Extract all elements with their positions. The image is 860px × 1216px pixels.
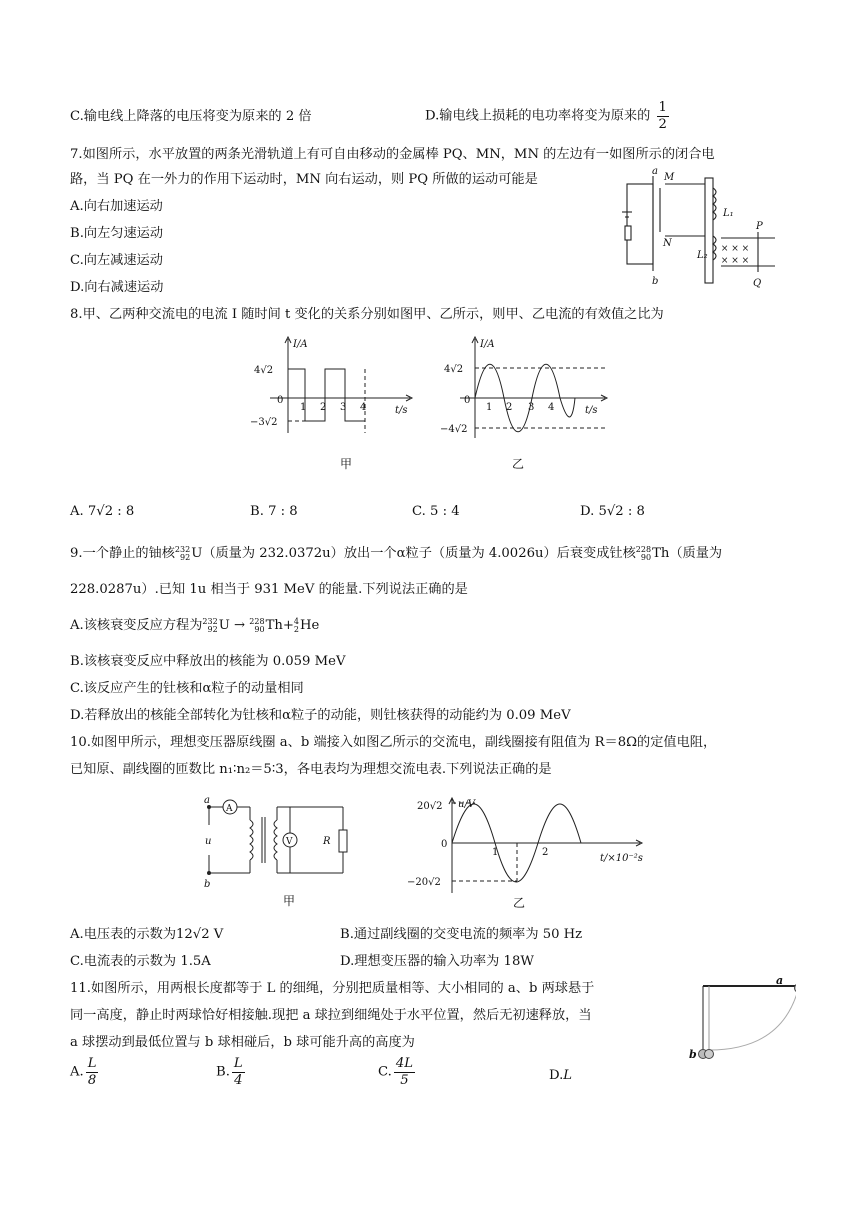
nuclide-symbol: U <box>191 546 203 561</box>
label-b: b <box>652 276 659 287</box>
q8-option-b: B. 7 : 8 <box>250 504 298 519</box>
nuclide-mass-number: 228 <box>635 544 652 554</box>
ammeter-label: A <box>226 804 233 814</box>
q8-option-c: C. 5 : 4 <box>412 504 460 519</box>
option-fraction <box>394 1056 415 1089</box>
jia-tick-1: 1 <box>300 402 307 413</box>
q8-figure-jia <box>250 333 420 473</box>
graph-tick-2: 2 <box>542 847 549 858</box>
nuclide-atomic-number: 2 <box>293 624 300 634</box>
q10-circuit-figure <box>195 795 365 915</box>
q8-option-a: A. 7√2 : 8 <box>70 504 135 519</box>
q11-option-c <box>378 1056 417 1089</box>
q11-option-b <box>216 1056 247 1089</box>
option-fraction <box>232 1056 245 1089</box>
q6-option-d-text: D.输电线上损耗的电功率将变为原来的 <box>425 108 651 124</box>
q7-option-a: A.向右加速运动 <box>70 199 163 214</box>
nuclide-symbol: U <box>218 618 230 633</box>
graph-xlabel: t/×10⁻²s <box>600 853 643 864</box>
q9-option-b: B.该核衰变反应中释放出的核能为 0.059 MeV <box>70 654 346 669</box>
q9-stem-line1 <box>70 545 722 563</box>
fraction-denominator: 2 <box>658 117 667 132</box>
fraction-denominator: 8 <box>87 1073 97 1088</box>
thorium-nuclide <box>249 617 283 635</box>
q9-text-3: （质量为 <box>669 546 723 561</box>
q7-stem-line2: 路，当 PQ 在一外力的作用下运动时，MN 向右运动，则 PQ 所做的运动可能是 <box>70 172 538 187</box>
voltmeter-label: V <box>286 837 293 847</box>
q10-stem-line1: 10.如图甲所示，理想变压器原线圈 a、b 端接入如图乙所示的交流电，副线圈接有阻值为 R＝8Ω的定值电阻， <box>70 735 717 750</box>
q10-option-c: C.电流表的示数为 1.5A <box>70 954 211 969</box>
option-label: A. <box>70 1064 84 1080</box>
q8-figure-yi <box>440 333 620 473</box>
label-a: a <box>652 166 658 177</box>
yi-ylabel: I/A <box>480 339 495 350</box>
q7-option-b: B.向左匀速运动 <box>70 226 164 241</box>
svg-text:× × ×: × × × <box>720 244 750 254</box>
jia-top-label: 4√2 <box>254 365 274 376</box>
q11-stem-line3: a 球摆动到最低位置与 b 球相碰后，b 球可能升高的高度为 <box>70 1035 415 1050</box>
graph-top-label: 20√2 <box>417 801 443 812</box>
jia-origin: 0 <box>277 395 284 406</box>
q8-stem: 8.甲、乙两种交流电的电流 I 随时间 t 变化的关系分别如图甲、乙所示，则甲、乙电流的有效值之比为 <box>70 307 664 322</box>
option-label: B. <box>216 1064 230 1080</box>
q6-option-d <box>425 100 671 133</box>
q7-option-c: C.向左减速运动 <box>70 253 163 268</box>
q7-stem-line1: 7.如图所示，水平放置的两条光滑轨道上有可自由移动的金属棒 PQ、MN，MN 的左边有一如图所示的闭合电 <box>70 147 715 162</box>
q7-circuit-figure <box>615 166 790 294</box>
option-label: D. <box>549 1068 564 1083</box>
yi-tick-1: 1 <box>486 402 493 413</box>
nuclide-mass-number: 4 <box>293 616 300 626</box>
nuclide-symbol: He <box>300 618 320 633</box>
nuclide-symbol: Th <box>265 618 283 633</box>
label-a: a <box>776 974 784 987</box>
q10-option-b: B.通过副线圈的交变电流的频率为 50 Hz <box>340 927 583 942</box>
q6-option-c: C.输电线上降落的电压将变为原来的 2 倍 <box>70 109 312 124</box>
jia-ylabel: I/A <box>293 339 308 350</box>
q7-option-d: D.向右减速运动 <box>70 280 164 295</box>
label-P: P <box>756 221 763 232</box>
jia-caption: 甲 <box>340 457 353 471</box>
label-L1: L₁ <box>723 208 734 219</box>
nuclide-atomic-number: 90 <box>640 552 652 562</box>
yi-top-label: 4√2 <box>444 364 464 375</box>
q10-option-a: A.电压表的示数为12√2 V <box>70 927 224 942</box>
graph-bottom-label: −20√2 <box>407 877 441 888</box>
jia-tick-4: 4 <box>360 402 367 413</box>
fraction-numerator: L <box>233 1056 243 1071</box>
nuclide-atomic-number: 92 <box>180 552 191 562</box>
q9-option-a <box>70 617 319 635</box>
q10-stem-line2: 已知原、副线圈的匝数比 n₁∶n₂＝5∶3，各电表均为理想交流电表.下列说法正确的是 <box>70 762 552 777</box>
q10-option-d: D.理想变压器的输入功率为 18W <box>340 954 534 969</box>
fraction-numerator: 4L <box>395 1056 413 1071</box>
jia-tick-3: 3 <box>340 402 347 413</box>
q9-text-1: 9.一个静止的铀核 <box>70 546 175 561</box>
fraction-numerator: L <box>87 1056 97 1071</box>
resistor-label: R <box>323 836 331 847</box>
uranium-nuclide <box>202 617 229 635</box>
option-fraction <box>86 1056 99 1089</box>
yi-caption: 乙 <box>512 457 525 471</box>
q9-text-2: （质量为 232.0372u）放出一个α粒子（质量为 4.0026u）后衰变成钍核 <box>202 546 636 561</box>
nuclide-mass-number: 232 <box>202 616 218 626</box>
label-N: N <box>663 238 672 249</box>
q11-option-a <box>70 1056 100 1089</box>
graph-origin: 0 <box>441 839 448 850</box>
yi-bottom-label: −4√2 <box>440 424 468 435</box>
nuclide-mass-number: 228 <box>249 616 265 626</box>
jia-bottom-label: −3√2 <box>250 417 278 428</box>
q9-option-a-text: A.该核衰变反应方程为 <box>70 618 203 633</box>
yi-tick-4: 4 <box>548 402 555 413</box>
helium-nuclide <box>294 617 319 635</box>
nuclide-atomic-number: 90 <box>254 624 265 634</box>
nuclide-atomic-number: 92 <box>207 624 218 634</box>
fraction-denominator: 4 <box>234 1073 243 1088</box>
jia-xlabel: t/s <box>395 405 408 416</box>
label-L2: L₂ <box>697 250 708 261</box>
yi-tick-2: 2 <box>506 402 513 413</box>
svg-text:× × ×: × × × <box>720 256 750 266</box>
graph-tick-1: 1 <box>492 847 499 858</box>
option-value: L <box>563 1068 573 1083</box>
yi-xlabel: t/s <box>585 405 598 416</box>
label-Q: Q <box>753 278 762 289</box>
label-M: M <box>664 172 675 183</box>
q8-option-d: D. 5√2 : 8 <box>580 504 645 519</box>
thorium-nuclide <box>636 545 670 563</box>
uranium-nuclide <box>175 545 202 563</box>
label-u: u <box>205 836 212 847</box>
q9-option-d: D.若释放出的核能全部转化为钍核和α粒子的动能，则钍核获得的动能约为 0.09 MeV <box>70 708 571 723</box>
fig-caption: 甲 <box>283 894 296 908</box>
q11-pendulum-figure <box>676 972 796 1068</box>
yi-origin: 0 <box>464 395 471 406</box>
label-b: b <box>689 1048 697 1061</box>
nuclide-mass-number: 232 <box>174 544 191 554</box>
nuclide-symbol: Th <box>652 546 670 561</box>
jia-tick-2: 2 <box>320 402 327 413</box>
q9-stem-line2: 228.0287u）.已知 1u 相当于 931 MeV 的能量.下列说法正确的是 <box>70 582 468 597</box>
option-label: C. <box>378 1064 392 1080</box>
graph-caption: 乙 <box>513 896 526 910</box>
q10-voltage-graph <box>405 795 665 915</box>
arrow-icon: → <box>234 618 246 633</box>
label-b: b <box>204 879 211 890</box>
q11-option-d <box>549 1067 572 1085</box>
q11-stem-line2: 同一高度，静止时两球恰好相接触.现把 a 球拉到细绳处于水平位置，然后无初速释放，当 <box>70 1008 592 1023</box>
label-a: a <box>204 795 210 806</box>
q6-option-d-fraction <box>657 100 669 133</box>
graph-ylabel: u/V <box>458 799 476 810</box>
yi-tick-3: 3 <box>528 402 535 413</box>
fraction-numerator: 1 <box>658 100 667 115</box>
q9-option-c: C.该反应产生的钍核和α粒子的动量相同 <box>70 681 304 696</box>
plus-sign: + <box>282 618 294 633</box>
q11-stem-line1: 11.如图所示，用两根长度都等于 L 的细绳，分别把质量相等、大小相同的 a、b 两球悬于 <box>70 981 595 996</box>
fraction-denominator: 5 <box>400 1073 409 1088</box>
